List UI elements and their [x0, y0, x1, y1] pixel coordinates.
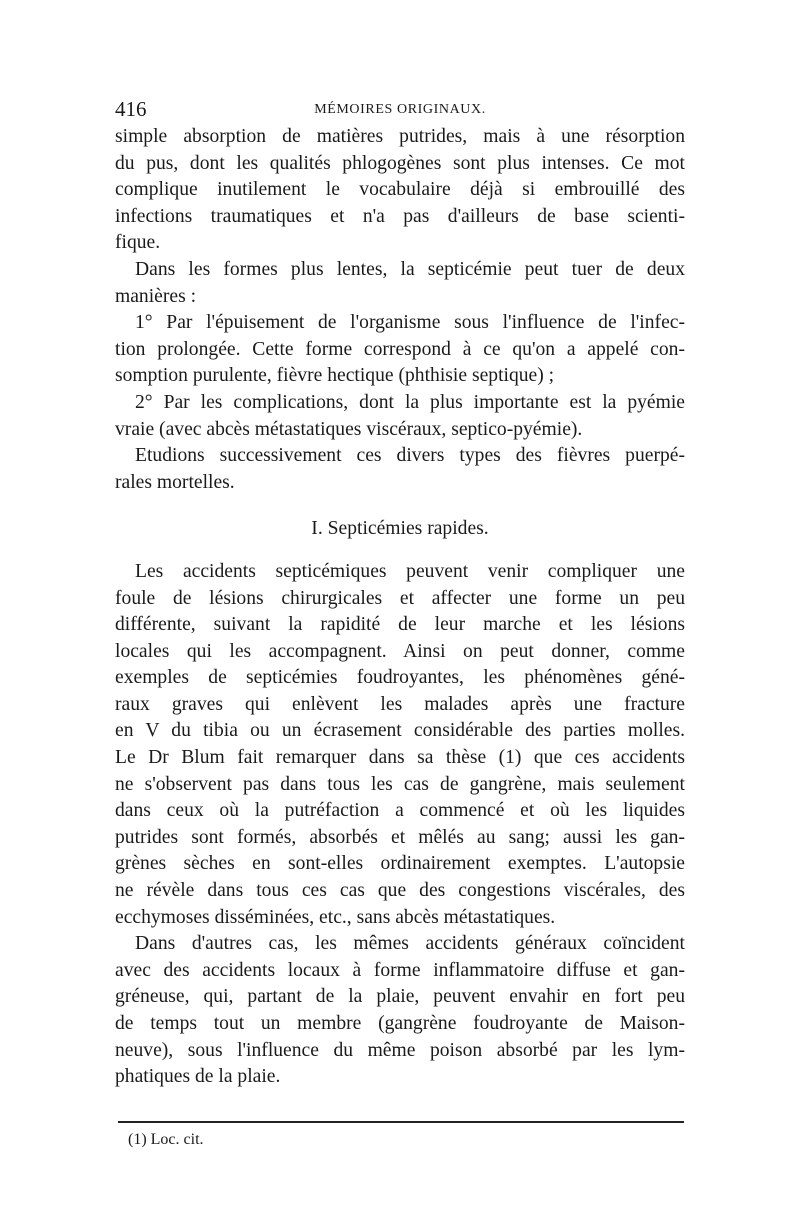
- text-line: neuve), sous l'influence du même poison absorbé par les lym-: [115, 1039, 685, 1061]
- text-line: 1° Par l'épuisement de l'organisme sous l'influence de l'infec-: [135, 312, 685, 334]
- text-line: gréneuse, qui, partant de la plaie, peuvent envahir en fort peu: [115, 986, 685, 1008]
- text-line: 2° Par les complications, dont la plus importante est la pyémie: [135, 391, 685, 413]
- page-header: [115, 96, 685, 122]
- text-line: locales qui les accompagnent. Ainsi on peut donner, comme: [115, 640, 685, 662]
- text-line: Dans les formes plus lentes, la septicémie peut tuer de deux: [135, 258, 685, 280]
- text-line: dans ceux où la putréfaction a commencé et où les liquides: [115, 800, 685, 822]
- text-line: fique.: [115, 232, 161, 254]
- text-line: complique inutilement le vocabulaire déjà si embrouillé des: [115, 179, 685, 201]
- text-line: rales mortelles.: [115, 471, 235, 493]
- text-line: Etudions successivement ces divers types des fièvres puerpé-: [135, 445, 685, 467]
- text-line: Les accidents septicémiques peuvent venir compliquer une: [135, 560, 685, 582]
- text-line: en V du tibia ou un écrasement considérable des parties molles.: [115, 720, 685, 742]
- text-line: manières :: [115, 285, 197, 307]
- text-line: exemples de septicémies foudroyantes, les phénomènes géné-: [115, 667, 685, 689]
- text-line: infections traumatiques et n'a pas d'ailleurs de base scienti-: [115, 205, 685, 227]
- text-line: du pus, dont les qualités phlogogènes sont plus intenses. Ce mot: [115, 152, 685, 174]
- text-line: de temps tout un membre (gangrène foudroyante de Maison-: [115, 1013, 685, 1034]
- text-line: simple absorption de matières putrides, mais à une résorption: [115, 126, 685, 147]
- text-line: différente, suivant la rapidité de leur marche et les lésions: [115, 614, 685, 636]
- vertical-gap: [115, 543, 685, 559]
- text-line: raux graves qui enlèvent les malades après une fracture: [115, 693, 685, 715]
- text-line: ne révèle dans tous ces cas que des congestions viscérales, des: [115, 880, 685, 902]
- text-line: Le Dr Blum fait remarquer dans sa thèse (1) que ces accidents: [115, 747, 685, 769]
- text-line: putrides sont formés, absorbés et mêlés au sang; aussi les gan-: [115, 826, 685, 848]
- text-line: ecchymoses disséminées, etc., sans abcès métastatiques.: [115, 906, 556, 928]
- body-text: [115, 124, 685, 1091]
- footnote: (1) Loc. cit.: [128, 1131, 204, 1148]
- text-line: tion prolongée. Cette forme correspond à ce qu'on a appelé con-: [115, 338, 685, 360]
- running-head: MÉMOIRES ORIGINAUX.: [314, 102, 486, 117]
- footnote-rule: [118, 1121, 684, 1123]
- text-line: avec des accidents locaux à forme inflammatoire diffuse et gan-: [115, 959, 685, 981]
- text-line: Dans d'autres cas, les mêmes accidents généraux coïncident: [135, 933, 685, 955]
- vertical-gap: [115, 496, 685, 516]
- section-heading: I. Septicémies rapides.: [311, 518, 489, 540]
- text-line: somption purulente, fièvre hectique (phthisie septique) ;: [115, 365, 555, 387]
- text-line: grènes sèches en sont-elles ordinairement exemptes. L'autopsie: [115, 853, 685, 875]
- text-line: phatiques de la plaie.: [115, 1066, 281, 1088]
- page-number: 416: [115, 97, 147, 121]
- text-line: foule de lésions chirurgicales et affecter une forme un peu: [115, 587, 685, 609]
- text-line: vraie (avec abcès métastatiques viscéraux, septico-pyémie).: [115, 418, 583, 440]
- text-line: ne s'observent pas dans tous les cas de gangrène, mais seulement: [115, 773, 685, 795]
